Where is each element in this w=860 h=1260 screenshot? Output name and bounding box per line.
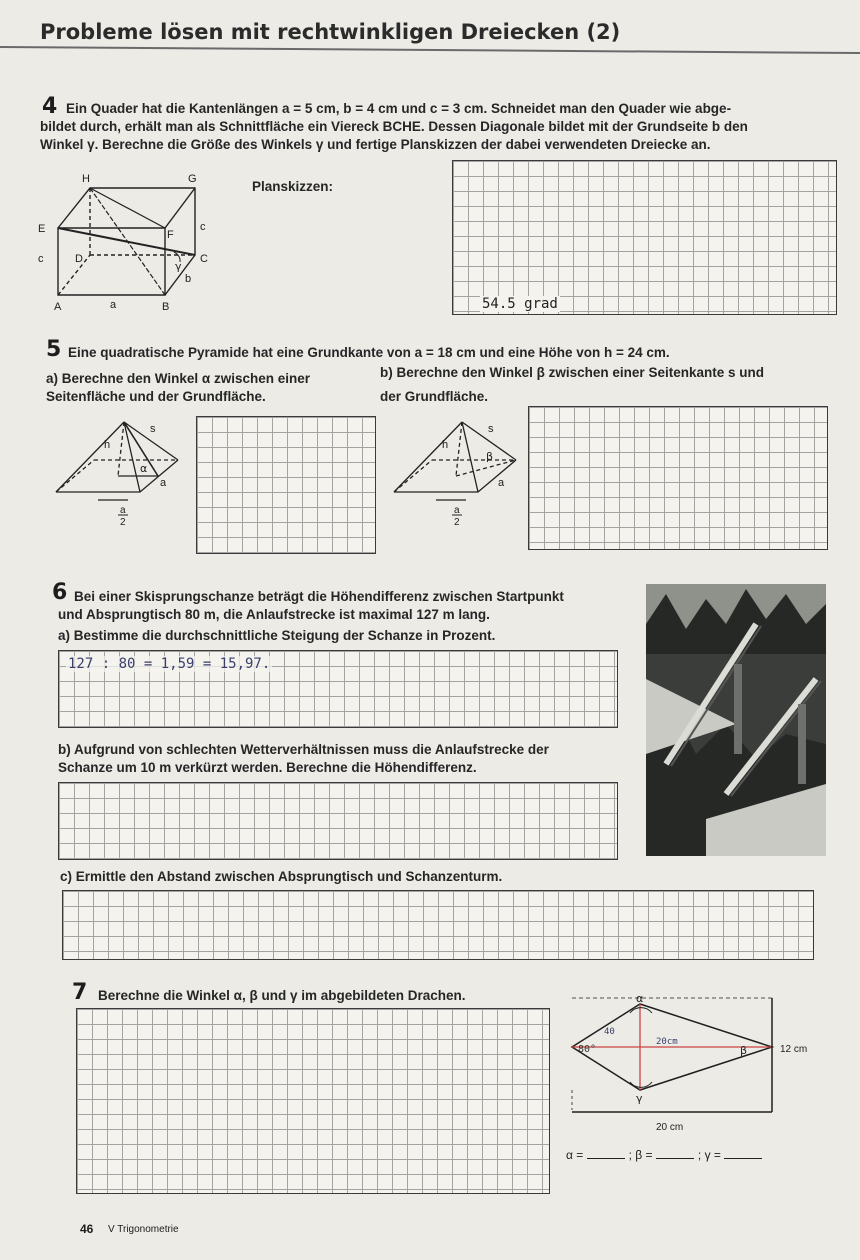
label-c-left: c: [38, 253, 44, 265]
task-4-line-3: Winkel γ. Berechne die Größe des Winkels γ und fertige Planskizzen der dabei verwendeten Dreiecke an.: [40, 137, 711, 152]
pyramid-figure-a: [50, 420, 190, 530]
label-20cm: 20 cm: [656, 1122, 684, 1133]
label-12cm: 12 cm: [780, 1044, 808, 1055]
label-H: H: [82, 173, 90, 185]
alpha-answer-field[interactable]: [587, 1158, 625, 1159]
label-s: s: [150, 423, 156, 435]
task-5-intro: Eine quadratische Pyramide hat eine Grundkante von a = 18 cm und eine Höhe von h = 24 cm.: [68, 345, 670, 360]
task-4-number: 4: [42, 94, 58, 119]
title-divider: [0, 46, 860, 54]
task-5b-line-2: der Grundfläche.: [380, 389, 489, 404]
label-h: h: [442, 439, 449, 451]
page-number: 46: [80, 1222, 94, 1236]
label-B: B: [162, 301, 170, 313]
task-7-answer-row: α = ; β = ; γ =: [566, 1148, 856, 1162]
task-4-answer-grid[interactable]: [452, 160, 837, 315]
label-beta: β: [740, 1044, 748, 1057]
label-half-a: a: [120, 505, 126, 516]
task-6a: a) Bestimme die durchschnittliche Steigung der Schanze in Prozent.: [58, 628, 496, 643]
task-7-text: Berechne die Winkel α, β und γ im abgebildeten Drachen.: [98, 988, 466, 1003]
task-5a-line-1: a) Berechne den Winkel α zwischen einer: [46, 371, 311, 386]
task-5a-line-2: Seitenfläche und der Grundfläche.: [46, 389, 266, 404]
beta-answer-field[interactable]: [656, 1158, 694, 1159]
label-A: A: [54, 301, 62, 313]
task-5a-answer-grid[interactable]: [196, 416, 376, 554]
chapter-label: V Trigonometrie: [108, 1224, 179, 1235]
task-6c: c) Ermittle den Abstand zwischen Absprungtisch und Schanzenturm.: [60, 869, 503, 884]
task-6a-handwriting: 127 : 80 = 1,59 = 15,97.: [68, 656, 271, 672]
task-6-number: 6: [52, 580, 68, 605]
task-6b-line-1: b) Aufgrund von schlechten Wetterverhältnissen muss die Anlaufstrecke der: [58, 742, 549, 757]
cuboid-figure: [30, 170, 240, 320]
label-half-2: 2: [454, 517, 460, 528]
label-beta: β: [486, 450, 494, 463]
label-G: G: [188, 173, 197, 185]
label-gamma: γ: [636, 1092, 643, 1105]
label-a: a: [498, 477, 505, 489]
label-C: C: [200, 253, 208, 265]
planskizzen-label: Planskizzen:: [252, 179, 334, 194]
task-6b-line-2: Schanze um 10 m verkürzt werden. Berechne die Höhendifferenz.: [58, 760, 477, 775]
task-4-line-2: bildet durch, erhält man als Schnittfläche ein Viereck BCHE. Dessen Diagonale bildet mit der Grundseite b den: [40, 119, 748, 134]
label-half-a: a: [454, 505, 460, 516]
label-gamma: γ: [175, 260, 182, 273]
label-D: D: [75, 253, 83, 265]
task-6-line-1: Bei einer Skisprungschanze beträgt die Höhendifferenz zwischen Startpunkt: [74, 589, 564, 604]
label-80-deg: 80°: [578, 1044, 597, 1055]
label-F: F: [167, 229, 174, 241]
task-6-line-2: und Absprungtisch 80 m, die Anlaufstrecke ist maximal 127 m lang.: [58, 607, 490, 622]
task-7-answer-grid[interactable]: [76, 1008, 550, 1194]
label-s: s: [488, 423, 494, 435]
gamma-answer-field[interactable]: [724, 1158, 762, 1159]
label-a: a: [160, 477, 167, 489]
beta-answer-label: β =: [635, 1148, 653, 1162]
label-alpha: α: [140, 462, 148, 475]
label-20cm-inside: 20cm: [656, 1037, 678, 1047]
task-6c-answer-grid[interactable]: [62, 890, 814, 960]
pyramid-figure-b: [388, 420, 528, 530]
label-handwritten-40: 40: [604, 1027, 615, 1037]
label-a: a: [110, 299, 117, 311]
label-alpha: α: [636, 992, 644, 1005]
label-h: h: [104, 439, 111, 451]
label-c-right: c: [200, 221, 206, 233]
gamma-answer-label: γ =: [704, 1148, 721, 1162]
task-6b-answer-grid[interactable]: [58, 782, 618, 860]
task-5-number: 5: [46, 337, 62, 362]
task-5b-answer-grid[interactable]: [528, 406, 828, 550]
label-b: b: [185, 273, 192, 285]
page-title: Probleme lösen mit rechtwinkligen Dreiecken (2): [40, 20, 621, 44]
ski-jump-photo: [646, 584, 826, 856]
label-half-2: 2: [120, 517, 126, 528]
task-7-number: 7: [72, 980, 88, 1005]
alpha-answer-label: α =: [566, 1148, 584, 1162]
task-4-line-1: Ein Quader hat die Kantenlängen a = 5 cm, b = 4 cm und c = 3 cm. Schneidet man den Quader wie abge-: [66, 101, 732, 116]
task-4-answer: 54.5 grad: [482, 296, 558, 312]
label-E: E: [38, 223, 46, 235]
kite-figure: [560, 990, 840, 1170]
task-5b-line-1: b) Berechne den Winkel β zwischen einer Seitenkante s und: [380, 365, 764, 380]
